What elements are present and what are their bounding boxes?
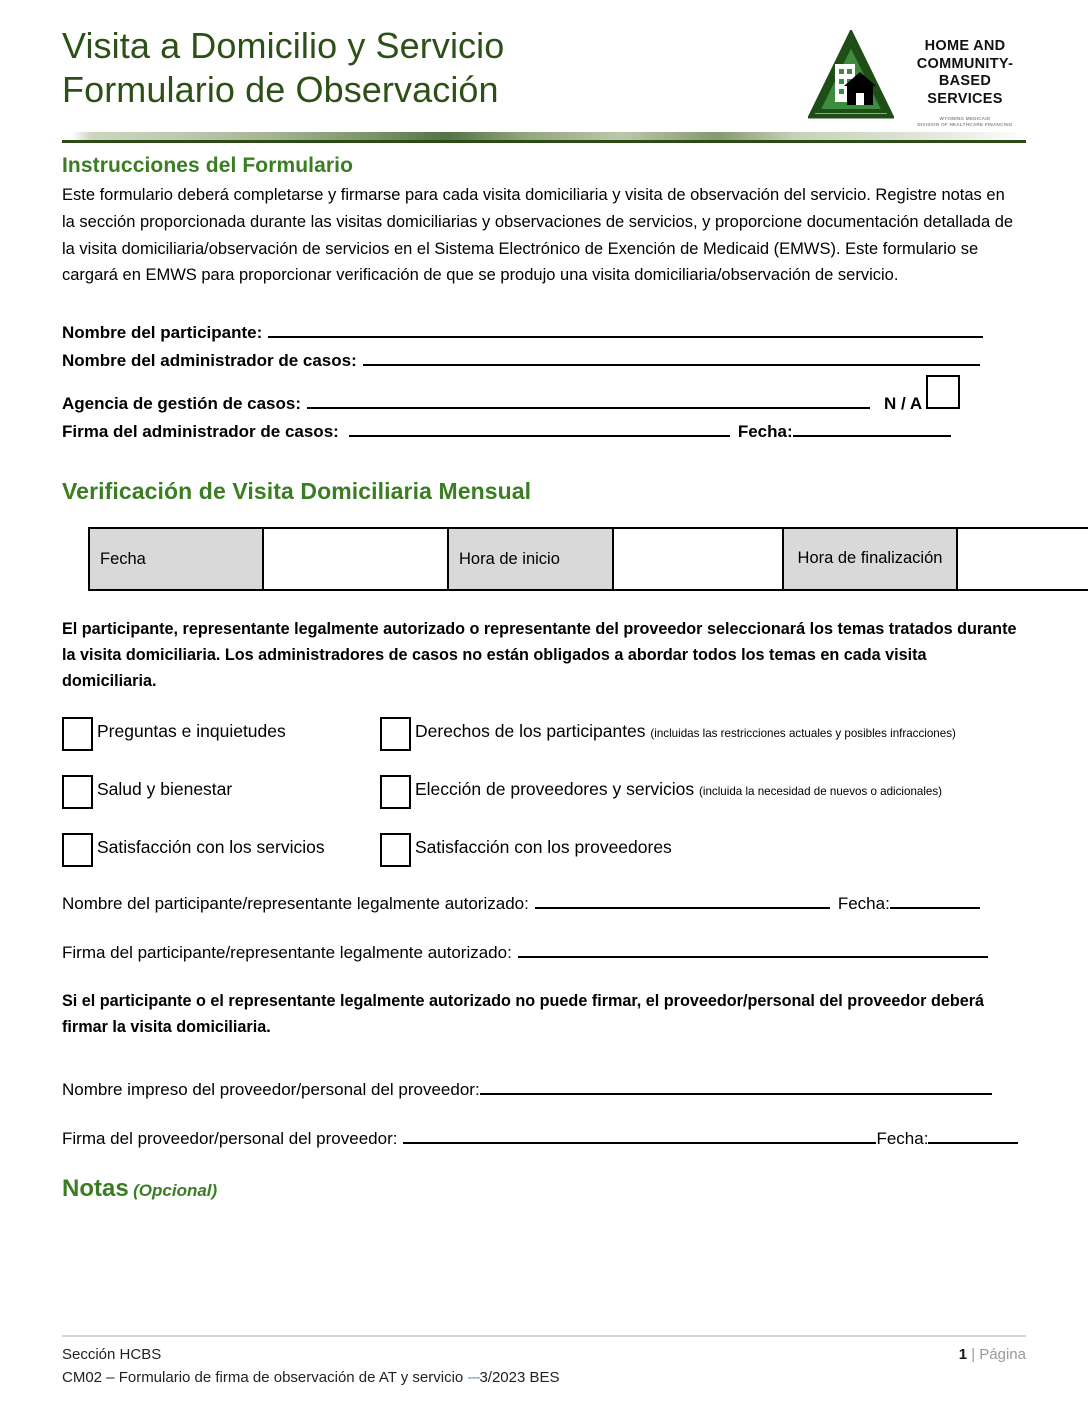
footer-section-label: Sección HCBS bbox=[62, 1346, 162, 1363]
footer-dashes: --- bbox=[467, 1369, 480, 1386]
topic-selection-instruction: El participante, representante legalmente autorizado o representante del proveedor seleccionará los temas tratados durante la visita domiciliaria. Los administradores de casos no están obligados a abordar todos los temas en cada visita domiciliaria. bbox=[62, 620, 1017, 690]
case-manager-name-label: Nombre del administrador de casos: bbox=[62, 351, 357, 370]
footer-page-indicator bbox=[959, 1346, 1026, 1363]
logo-text-line-1: HOME AND bbox=[924, 38, 1006, 54]
cell-end-time-value[interactable] bbox=[957, 528, 1088, 590]
document-header bbox=[62, 0, 1026, 128]
topic-label-preguntas-e-inquietudes: Preguntas e inquietudes bbox=[97, 720, 286, 741]
checkbox-satisfaccion-con-los-servicios[interactable] bbox=[62, 833, 93, 867]
participant-rep-date-label: Fecha: bbox=[837, 893, 890, 913]
header-divider-gradient bbox=[62, 132, 1026, 140]
case-manager-signature-input[interactable] bbox=[349, 418, 730, 437]
topic-item-satisfaccion-con-los-proveedores[interactable] bbox=[380, 833, 672, 867]
page-title bbox=[62, 24, 504, 112]
page-title-line-2: Formulario de Observación bbox=[62, 68, 499, 110]
footer-divider bbox=[62, 1335, 1026, 1337]
topic-item-satisfaccion-con-los-servicios[interactable] bbox=[62, 833, 380, 867]
participant-name-label: Nombre del participante: bbox=[62, 323, 263, 342]
field-row-case-management-agency bbox=[62, 375, 1026, 414]
topic-item-derechos-de-los-participantes[interactable] bbox=[380, 717, 956, 751]
provider-printed-name-label: Nombre impreso del proveedor/personal del proveedor: bbox=[62, 1079, 480, 1099]
provider-signature-label: Firma del proveedor/personal del proveedor: bbox=[62, 1128, 398, 1148]
provider-signature-notice: Si el participante o el representante legalmente autorizado no puede firmar, el proveedor/personal del proveedor deberá firmar la visita domiciliaria. bbox=[62, 991, 985, 1036]
table-row bbox=[89, 528, 1088, 590]
checkbox-salud-y-bienestar[interactable] bbox=[62, 775, 93, 809]
logo-wordmark bbox=[904, 30, 1026, 128]
page-title-line-1: Visita a Domicilio y Servicio bbox=[62, 25, 505, 66]
logo-subtext bbox=[904, 116, 1026, 128]
participant-rep-signature-input[interactable] bbox=[518, 940, 988, 958]
page-footer bbox=[62, 1335, 1026, 1386]
footer-top-row bbox=[62, 1346, 1026, 1363]
provider-printed-name-input[interactable] bbox=[480, 1077, 992, 1095]
case-manager-date-label: Fecha: bbox=[737, 422, 793, 441]
hcbs-triangle-house-logo-icon bbox=[808, 30, 894, 122]
logo-text-line-3: BASED bbox=[938, 73, 992, 90]
topic-label-satisfaccion-con-los-proveedores: Satisfacción con los proveedores bbox=[415, 836, 672, 857]
field-row-case-manager-signature bbox=[62, 418, 1026, 442]
provider-signature-input[interactable] bbox=[403, 1126, 876, 1144]
sig-row-provider-signature bbox=[62, 1126, 1026, 1149]
topic-item-salud-y-bienestar[interactable] bbox=[62, 775, 380, 809]
notes-optional-label: (Opcional) bbox=[133, 1180, 218, 1200]
topic-row-3 bbox=[62, 833, 1026, 867]
topic-item-eleccion-de-proveedores-y-servicios[interactable] bbox=[380, 775, 942, 809]
participant-rep-name-input[interactable] bbox=[535, 891, 830, 909]
provider-date-input[interactable] bbox=[928, 1126, 1018, 1144]
topic-label-eleccion-de-proveedores-y-servicios: Elección de proveedores y servicios bbox=[415, 778, 695, 799]
sig-row-provider-printed-name bbox=[62, 1077, 1026, 1100]
topic-label-derechos-de-los-participantes: Derechos de los participantes bbox=[415, 720, 646, 741]
case-management-agency-label: Agencia de gestión de casos: bbox=[62, 394, 302, 413]
logo-subtext-line-1: WYOMING MEDICAID bbox=[939, 115, 991, 121]
cell-date-label: Fecha bbox=[89, 528, 263, 590]
cell-date-value[interactable] bbox=[263, 528, 448, 590]
topic-row-2 bbox=[62, 775, 1026, 809]
provider-date-label: Fecha: bbox=[876, 1128, 929, 1148]
sig-row-participant-name bbox=[62, 891, 1026, 914]
checkbox-derechos-de-los-participantes[interactable] bbox=[380, 717, 411, 751]
checkbox-preguntas-e-inquietudes[interactable] bbox=[62, 717, 93, 751]
logo-subtext-line-2: DIVISION OF HEALTHCARE FINANCING bbox=[917, 121, 1013, 127]
participant-rep-signature-label: Firma del participante/representante legalmente autorizado: bbox=[62, 942, 512, 962]
field-row-participant-name bbox=[62, 319, 1026, 343]
footer-form-id bbox=[62, 1369, 1026, 1386]
na-checkbox[interactable] bbox=[926, 375, 960, 409]
instructions-body: Este formulario deberá completarse y firmarse para cada visita domiciliaria y visita de observación del servicio. Registre notas en la sección proporcionada durante las visitas domiciliarias y observaciones de servicios, y proporcione documentación detallada de la visita domiciliaria/observación de servicios en el Sistema Electrónico de Exención de Medicaid (EMWS). Este formulario se cargará en EMWS para proporcionar verificación de que se produjo una visita domiciliaria/observación de servicio. bbox=[62, 186, 1014, 285]
participant-signature-block bbox=[62, 891, 1026, 1149]
cell-start-time-label: Hora de inicio bbox=[448, 528, 613, 590]
footer-page-number: 1 bbox=[958, 1346, 968, 1363]
topic-label-satisfaccion-con-los-servicios: Satisfacción con los servicios bbox=[97, 836, 325, 857]
logo-text-line-2: COMMUNITY- bbox=[916, 55, 1014, 72]
participant-name-input[interactable] bbox=[268, 319, 983, 338]
na-label: N / A bbox=[884, 394, 923, 413]
topic-label-salud-y-bienestar: Salud y bienestar bbox=[97, 778, 233, 799]
topic-item-preguntas-e-inquietudes[interactable] bbox=[62, 717, 380, 751]
field-row-case-manager-name bbox=[62, 347, 1026, 371]
footer-form-id-text: CM02 – Formulario de firma de observación de AT y servicio bbox=[62, 1369, 468, 1386]
participant-fields bbox=[62, 319, 1026, 442]
case-manager-name-input[interactable] bbox=[363, 347, 980, 366]
checkbox-eleccion-de-proveedores-y-servicios[interactable] bbox=[380, 775, 411, 809]
case-manager-date-input[interactable] bbox=[793, 418, 951, 437]
header-divider-solid bbox=[62, 140, 1026, 143]
case-manager-signature-label: Firma del administrador de casos: bbox=[62, 422, 339, 441]
participant-rep-date-input[interactable] bbox=[890, 891, 980, 909]
verification-heading: Verificación de Visita Domiciliaria Mensual bbox=[62, 478, 532, 504]
cell-start-time-value[interactable] bbox=[613, 528, 783, 590]
checkbox-satisfaccion-con-los-proveedores[interactable] bbox=[380, 833, 411, 867]
topic-note-derechos-de-los-participantes: (incluidas las restricciones actuales y posibles infracciones) bbox=[650, 726, 956, 740]
sig-row-participant-signature bbox=[62, 940, 1026, 963]
header-divider bbox=[62, 130, 1026, 144]
footer-revision: 3/2023 BES bbox=[479, 1369, 560, 1386]
cell-end-time-label: Hora de finalización bbox=[783, 528, 957, 590]
visit-verification-table bbox=[88, 527, 1088, 591]
topics-checkbox-group bbox=[62, 717, 1026, 867]
logo-text-line-4: SERVICES bbox=[927, 91, 1003, 108]
case-management-agency-input[interactable] bbox=[307, 390, 870, 409]
notes-heading: Notas bbox=[62, 1174, 129, 1202]
instructions-heading: Instrucciones del Formulario bbox=[62, 154, 354, 178]
topic-note-eleccion-de-proveedores-y-servicios: (incluida la necesidad de nuevos o adicionales) bbox=[699, 784, 943, 798]
topic-row-1 bbox=[62, 717, 1026, 751]
participant-rep-name-label: Nombre del participante/representante legalmente autorizado: bbox=[62, 893, 529, 913]
agency-logo bbox=[808, 24, 1026, 128]
footer-page-label: | Página bbox=[971, 1346, 1026, 1363]
